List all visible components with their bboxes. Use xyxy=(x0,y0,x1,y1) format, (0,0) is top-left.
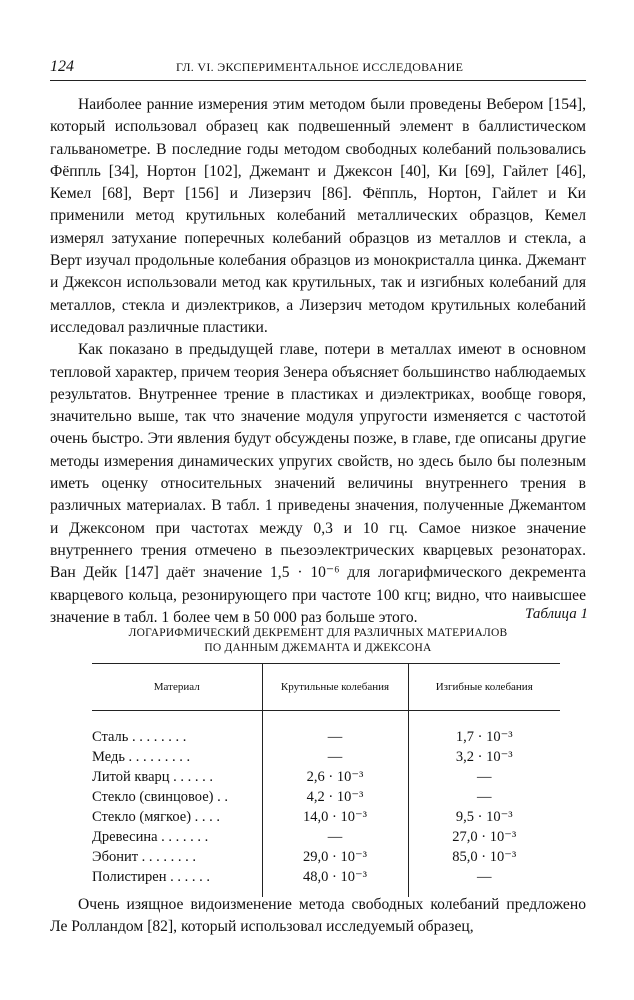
cell-material: Стекло (мягкое) . . . . xyxy=(92,808,221,825)
cell-torsional: — xyxy=(262,747,408,767)
footer-paragraph: Очень изящное видоизменение метода свободных колебаний предложено Ле Ролландом [82], который использовал исследуемый образец, xyxy=(50,896,586,935)
page-header xyxy=(50,58,586,78)
cell-bending: 1,7 · 10⁻³ xyxy=(408,727,560,747)
running-head: ГЛ. VI. ЭКСПЕРИМЕНТАЛЬНОЕ ИССЛЕДОВАНИЕ xyxy=(176,60,464,74)
decrement-table xyxy=(92,663,560,897)
cell-bending: — xyxy=(408,867,560,887)
cell-material: Сталь . . . . . . . . xyxy=(92,728,187,745)
table-number: Таблица 1 xyxy=(525,606,588,622)
cell-torsional: 2,6 · 10⁻³ xyxy=(262,767,408,787)
cell-torsional: 48,0 · 10⁻³ xyxy=(262,867,408,887)
paragraph-1: Наиболее ранние измерения этим методом были проведены Вебером [154], который использовал образец как подвешенный элемент в баллистическом гальванометре. В последние годы методом свободных колебаний пользовались Фёппль [34], Нортон [102], Джемант и Джексон [40], Ки [69], Гайлет [46], Кемел [68], Верт [156] и Лизерзич [86]. Фёппль, Нортон, Гайлет и Ки применили метод крутильных колебаний металлических образцов, Кемел измерял затухание поперечных колебаний образцов из металлов и стекла, а Верт изучал продольные колебания образцов из монокристалла цинка. Джемант и Джексон использовали метод как крутильных, так и изгибных колебаний для металлов, стекла и диэлектриков, а Лизерзич методом крутильных колебаний исследовал различные пластики. xyxy=(50,96,586,336)
header-rule xyxy=(50,80,586,81)
cell-material: Медь . . . . . . . . . xyxy=(92,748,191,765)
table-row xyxy=(92,767,560,787)
cell-bending: — xyxy=(408,787,560,807)
table-spacer xyxy=(92,711,560,728)
table-row xyxy=(92,747,560,767)
cell-material: Стекло (свинцовое) . . xyxy=(92,788,228,805)
cell-bending: 27,0 · 10⁻³ xyxy=(408,827,560,847)
cell-torsional: — xyxy=(262,727,408,747)
table-header-row xyxy=(92,664,560,711)
page-number: 124 xyxy=(50,58,74,75)
table-title-line-1: ЛОГАРИФМИЧЕСКИЙ ДЕКРЕМЕНТ ДЛЯ РАЗЛИЧНЫХ МАТЕРИАЛОВ xyxy=(128,627,508,639)
table-title-line-2: ПО ДАННЫМ ДЖЕМАНТА И ДЖЕКСОНА xyxy=(204,642,432,654)
cell-torsional: — xyxy=(262,827,408,847)
cell-torsional: 4,2 · 10⁻³ xyxy=(262,787,408,807)
cell-material: Полистирен . . . . . . xyxy=(92,868,211,885)
header-material: Материал xyxy=(92,664,262,711)
table-row xyxy=(92,807,560,827)
cell-torsional: 14,0 · 10⁻³ xyxy=(262,807,408,827)
header-torsional: Крутильные колебания xyxy=(262,664,408,711)
cell-bending: 85,0 · 10⁻³ xyxy=(408,847,560,867)
cell-torsional: 29,0 · 10⁻³ xyxy=(262,847,408,867)
footer-text xyxy=(50,894,586,938)
body-text xyxy=(50,94,586,629)
table-row xyxy=(92,787,560,807)
cell-material: Эбонит . . . . . . . . xyxy=(92,848,197,865)
cell-bending: 9,5 · 10⁻³ xyxy=(408,807,560,827)
table-title xyxy=(50,626,586,656)
cell-material: Древесина . . . . . . . xyxy=(92,828,209,845)
table-row xyxy=(92,827,560,847)
table-row xyxy=(92,727,560,747)
cell-bending: 3,2 · 10⁻³ xyxy=(408,747,560,767)
cell-bending: — xyxy=(408,767,560,787)
header-bending: Изгибные колебания xyxy=(408,664,560,711)
table-row xyxy=(92,847,560,867)
cell-material: Литой кварц . . . . . . xyxy=(92,768,214,785)
paragraph-2: Как показано в предыдущей главе, потери в металлах имеют в основном тепловой характер, причем теория Зенера объясняет большинство наблюдаемых результатов. Внутреннее трение в пластиках и диэлектриках, вообще говоря, значительно выше, так что значение модуля упругости изменяется с частотой очень быстро. Эти явления будут обсуждены позже, в главе, где описаны другие методы измерения динамических упругих свойств, но здесь было бы полезным иметь оценку относительных значений величины внутреннего трения в различных материалах. В табл. 1 приведены значения, полученные Джемантом и Джексоном при частотах между 0,3 и 10 гц. Самое низкое значение внутреннего трения отмечено в пьезоэлектрических кварцевых резонаторах. Ван Дейк [147] даёт значение 1,5 · 10⁻⁶ для логарифмического декремента кварцевого кольца, резонирующего при частоте 100 кгц; видно, что наивысшее значение в табл. 1 более чем в 50 000 раз больше этого. xyxy=(50,341,586,626)
table-row xyxy=(92,867,560,887)
